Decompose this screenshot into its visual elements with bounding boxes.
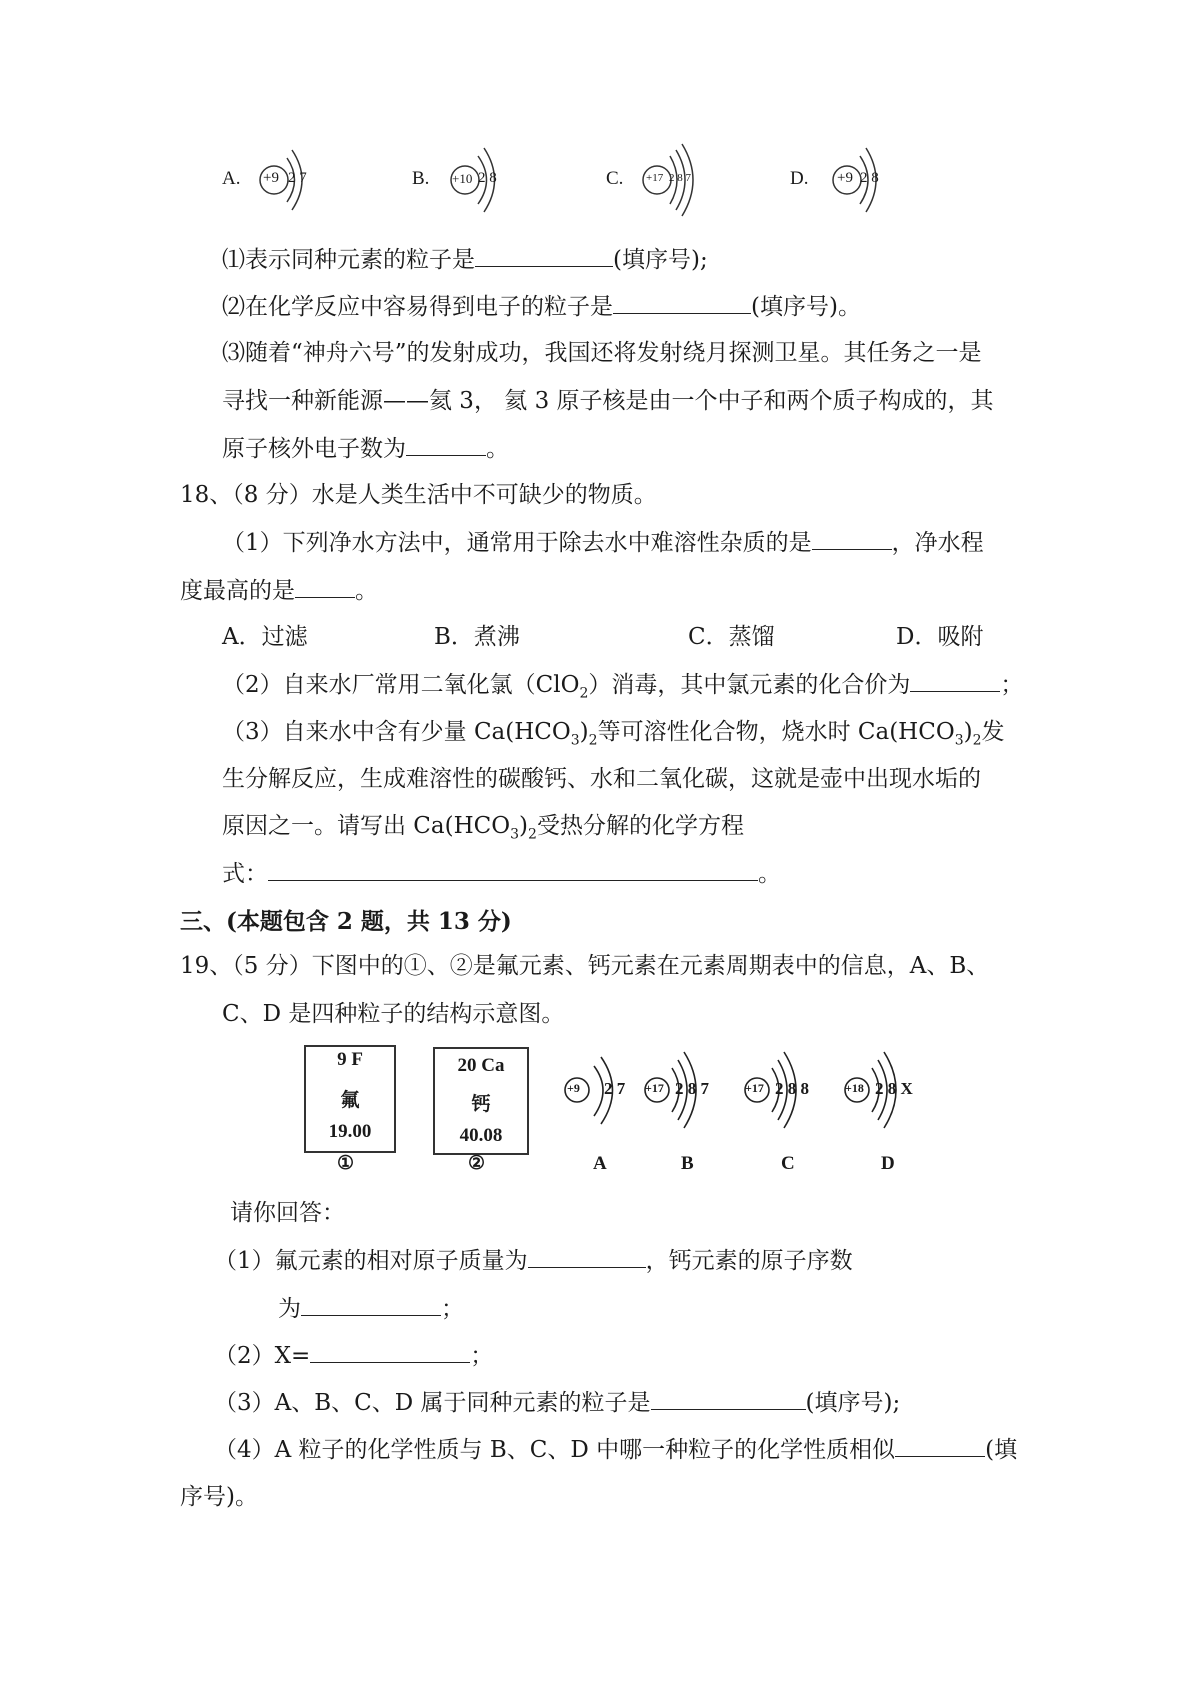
q19-answer1-line2 <box>278 1293 464 1324</box>
q19-answer1-blank2 <box>301 1293 441 1316</box>
q18-option-d: D．吸附 <box>896 624 984 650</box>
q19-answer4-line2: 序号)。 <box>180 1484 258 1510</box>
atom-b-shells: 2 8 <box>478 170 497 186</box>
box1-label: ① <box>337 1153 355 1174</box>
calcium-mass: 40.08 <box>459 1125 503 1146</box>
q19-answer2-end: ； <box>470 1343 494 1369</box>
q19-answer1-text2: 为 <box>278 1296 301 1322</box>
q19-atom-d-shells: 2 8 X <box>875 1079 913 1098</box>
atom-d-letter: D. <box>790 168 809 189</box>
q19-ask: 请你回答： <box>230 1200 345 1226</box>
q17-part1-text: ⑴表示同种元素的粒子是 <box>222 247 475 273</box>
section3-heading: 三、(本题包含 2 题，共 13 分) <box>180 908 512 935</box>
atom-c-letter: C. <box>606 168 624 189</box>
q19-atom-d-label: D <box>881 1153 895 1174</box>
q19-answer4-text: （4）A 粒子的化学性质与 B、C、D 中哪一种粒子的化学性质相似 <box>214 1437 896 1463</box>
q19-answer3-blank <box>651 1387 806 1410</box>
q19-atom-c-shells: 2 8 8 <box>775 1079 809 1098</box>
calcium-name: 钙 <box>471 1094 491 1115</box>
q19-atom-b-label: B <box>681 1153 694 1174</box>
atom-a-nucleus: +9 <box>263 170 279 186</box>
q19-atom-a-nucleus: +9 <box>567 1081 580 1095</box>
q17-part3-end: 。 <box>486 436 509 462</box>
q18-part3-sub3: 3 <box>570 732 580 749</box>
q19-answer4-end: (填 <box>985 1437 1018 1463</box>
q19-atom-b-nucleus: +17 <box>645 1081 664 1095</box>
q19-atom-b-shells: 2 8 7 <box>675 1079 709 1098</box>
q18-part2-text2: ）消毒，其中氯元素的化合价为 <box>588 672 911 698</box>
q19-answer3-text: （3）A、B、C、D 属于同种元素的粒子是 <box>214 1390 651 1416</box>
atom-b-letter: B. <box>412 168 430 189</box>
q18-part3-line2: 生分解反应，生成难溶性的碳酸钙、水和二氧化碳，这就是壶中出现水垢的 <box>222 766 981 792</box>
q17-part2-end: (填序号)。 <box>751 294 861 320</box>
atom-a-letter: A. <box>222 168 241 189</box>
q19-line2: C、D 是四种粒子的结构示意图。 <box>222 1001 565 1027</box>
q19-answer4-blank <box>895 1434 985 1457</box>
q17-part1-end: (填序号); <box>613 247 708 273</box>
q18-title: 18、（8 分）水是人类生活中不可缺少的物质。 <box>180 482 657 508</box>
q17-part3-text: 原子核外电子数为 <box>222 436 406 462</box>
q18-option-a: A．过滤 <box>222 624 308 650</box>
q19-answer2-blank <box>310 1340 470 1363</box>
q19-answer4-line1 <box>214 1434 1017 1465</box>
q18-part3-sub2b: 2 <box>972 732 982 749</box>
q18-part3-text-d: ) <box>963 719 973 745</box>
q17-part3-line2: 寻找一种新能源——氦 3， 氦 3 原子核是由一个中子和两个质子构成的，其 <box>222 388 994 414</box>
atom-d-shells: 2 8 <box>860 170 879 186</box>
fluorine-name: 氟 <box>340 1090 360 1111</box>
q18-part3-l4-text: 式： <box>222 861 268 887</box>
q18-part2-text: （2）自来水厂常用二氧化氯（ClO <box>222 672 580 698</box>
atom-c-nucleus: +17 <box>646 172 664 184</box>
q18-part2-end: ； <box>1000 672 1024 698</box>
fluorine-symbol: 9 F <box>337 1049 363 1070</box>
q19-atom-c-label: C <box>781 1153 795 1174</box>
q18-part1-text: （1）下列净水方法中，通常用于除去水中难溶性杂质的是 <box>222 530 812 556</box>
q19-atom-a-shells: 2 7 <box>604 1079 626 1098</box>
q18-part3-text-e: 发 <box>981 719 1005 745</box>
q19-answer1-blank1 <box>528 1245 646 1268</box>
atom-b-nucleus: +10 <box>452 171 473 186</box>
q19-answer1-mid: ，钙元素的原子序数 <box>645 1248 853 1274</box>
q19-atom-a-label: A <box>593 1153 607 1174</box>
q19-answer2 <box>214 1340 493 1371</box>
q18-part1-text2: 度最高的是 <box>180 578 295 604</box>
q19-answer1-end: ； <box>441 1296 464 1322</box>
fluorine-mass: 19.00 <box>328 1121 372 1142</box>
q17-part3-line1: ⑶随着“神舟六号”的发射成功，我国还将发射绕月探测卫星。其任务之一是 <box>222 340 982 366</box>
q18-part3-text-c: 等可溶性化合物，烧水时 Ca(HCO <box>597 719 955 745</box>
q17-part2-text: ⑵在化学反应中容易得到电子的粒子是 <box>222 294 613 320</box>
q18-part3-sub2: 2 <box>588 732 598 749</box>
q19-answer1-line1 <box>214 1245 853 1276</box>
q18-part3-text-a: （3）自来水中含有少量 Ca(HCO <box>222 719 571 745</box>
q18-part3-l4-end: 。 <box>758 861 781 887</box>
q18-part3-text-b: ) <box>579 719 589 745</box>
q18-part3-l3-b: ) <box>519 813 529 839</box>
q19-answer3 <box>214 1387 900 1418</box>
q19-atom-d-nucleus: +18 <box>845 1081 864 1095</box>
q19-line1: 19、（5 分）下图中的①、②是氟元素、钙元素在元素周期表中的信息，A、B、 <box>180 953 990 979</box>
q19-answer3-end: (填序号); <box>805 1390 901 1416</box>
box2-label: ② <box>468 1153 486 1174</box>
calcium-symbol: 20 Ca <box>457 1055 505 1076</box>
q19-answer2-text: （2）X= <box>214 1343 311 1369</box>
q18-option-c: C．蒸馏 <box>688 624 775 650</box>
q18-part2-sub: 2 <box>579 685 589 702</box>
q18-part3-l3-a: 原因之一。请写出 Ca(HCO <box>222 813 511 839</box>
q19-answer1-text: （1）氟元素的相对原子质量为 <box>214 1248 528 1274</box>
q18-part1-end: 。 <box>355 578 378 604</box>
atom-a-shells: 2 7 <box>288 170 307 186</box>
q18-part3-l3-sub3: 3 <box>510 826 520 843</box>
q18-part3-sub3b: 3 <box>954 732 964 749</box>
q18-part3-l3-sub2: 2 <box>528 826 537 843</box>
q18-option-b: B．煮沸 <box>434 624 520 650</box>
q18-part3-l3-c: 受热分解的化学方程 <box>536 813 744 839</box>
atom-d-nucleus: +9 <box>837 170 853 186</box>
q18-part1-mid: ，净水程 <box>891 530 984 556</box>
atom-c-shells: 2 8 7 <box>669 172 691 184</box>
q19-atom-c-nucleus: +17 <box>745 1081 764 1095</box>
